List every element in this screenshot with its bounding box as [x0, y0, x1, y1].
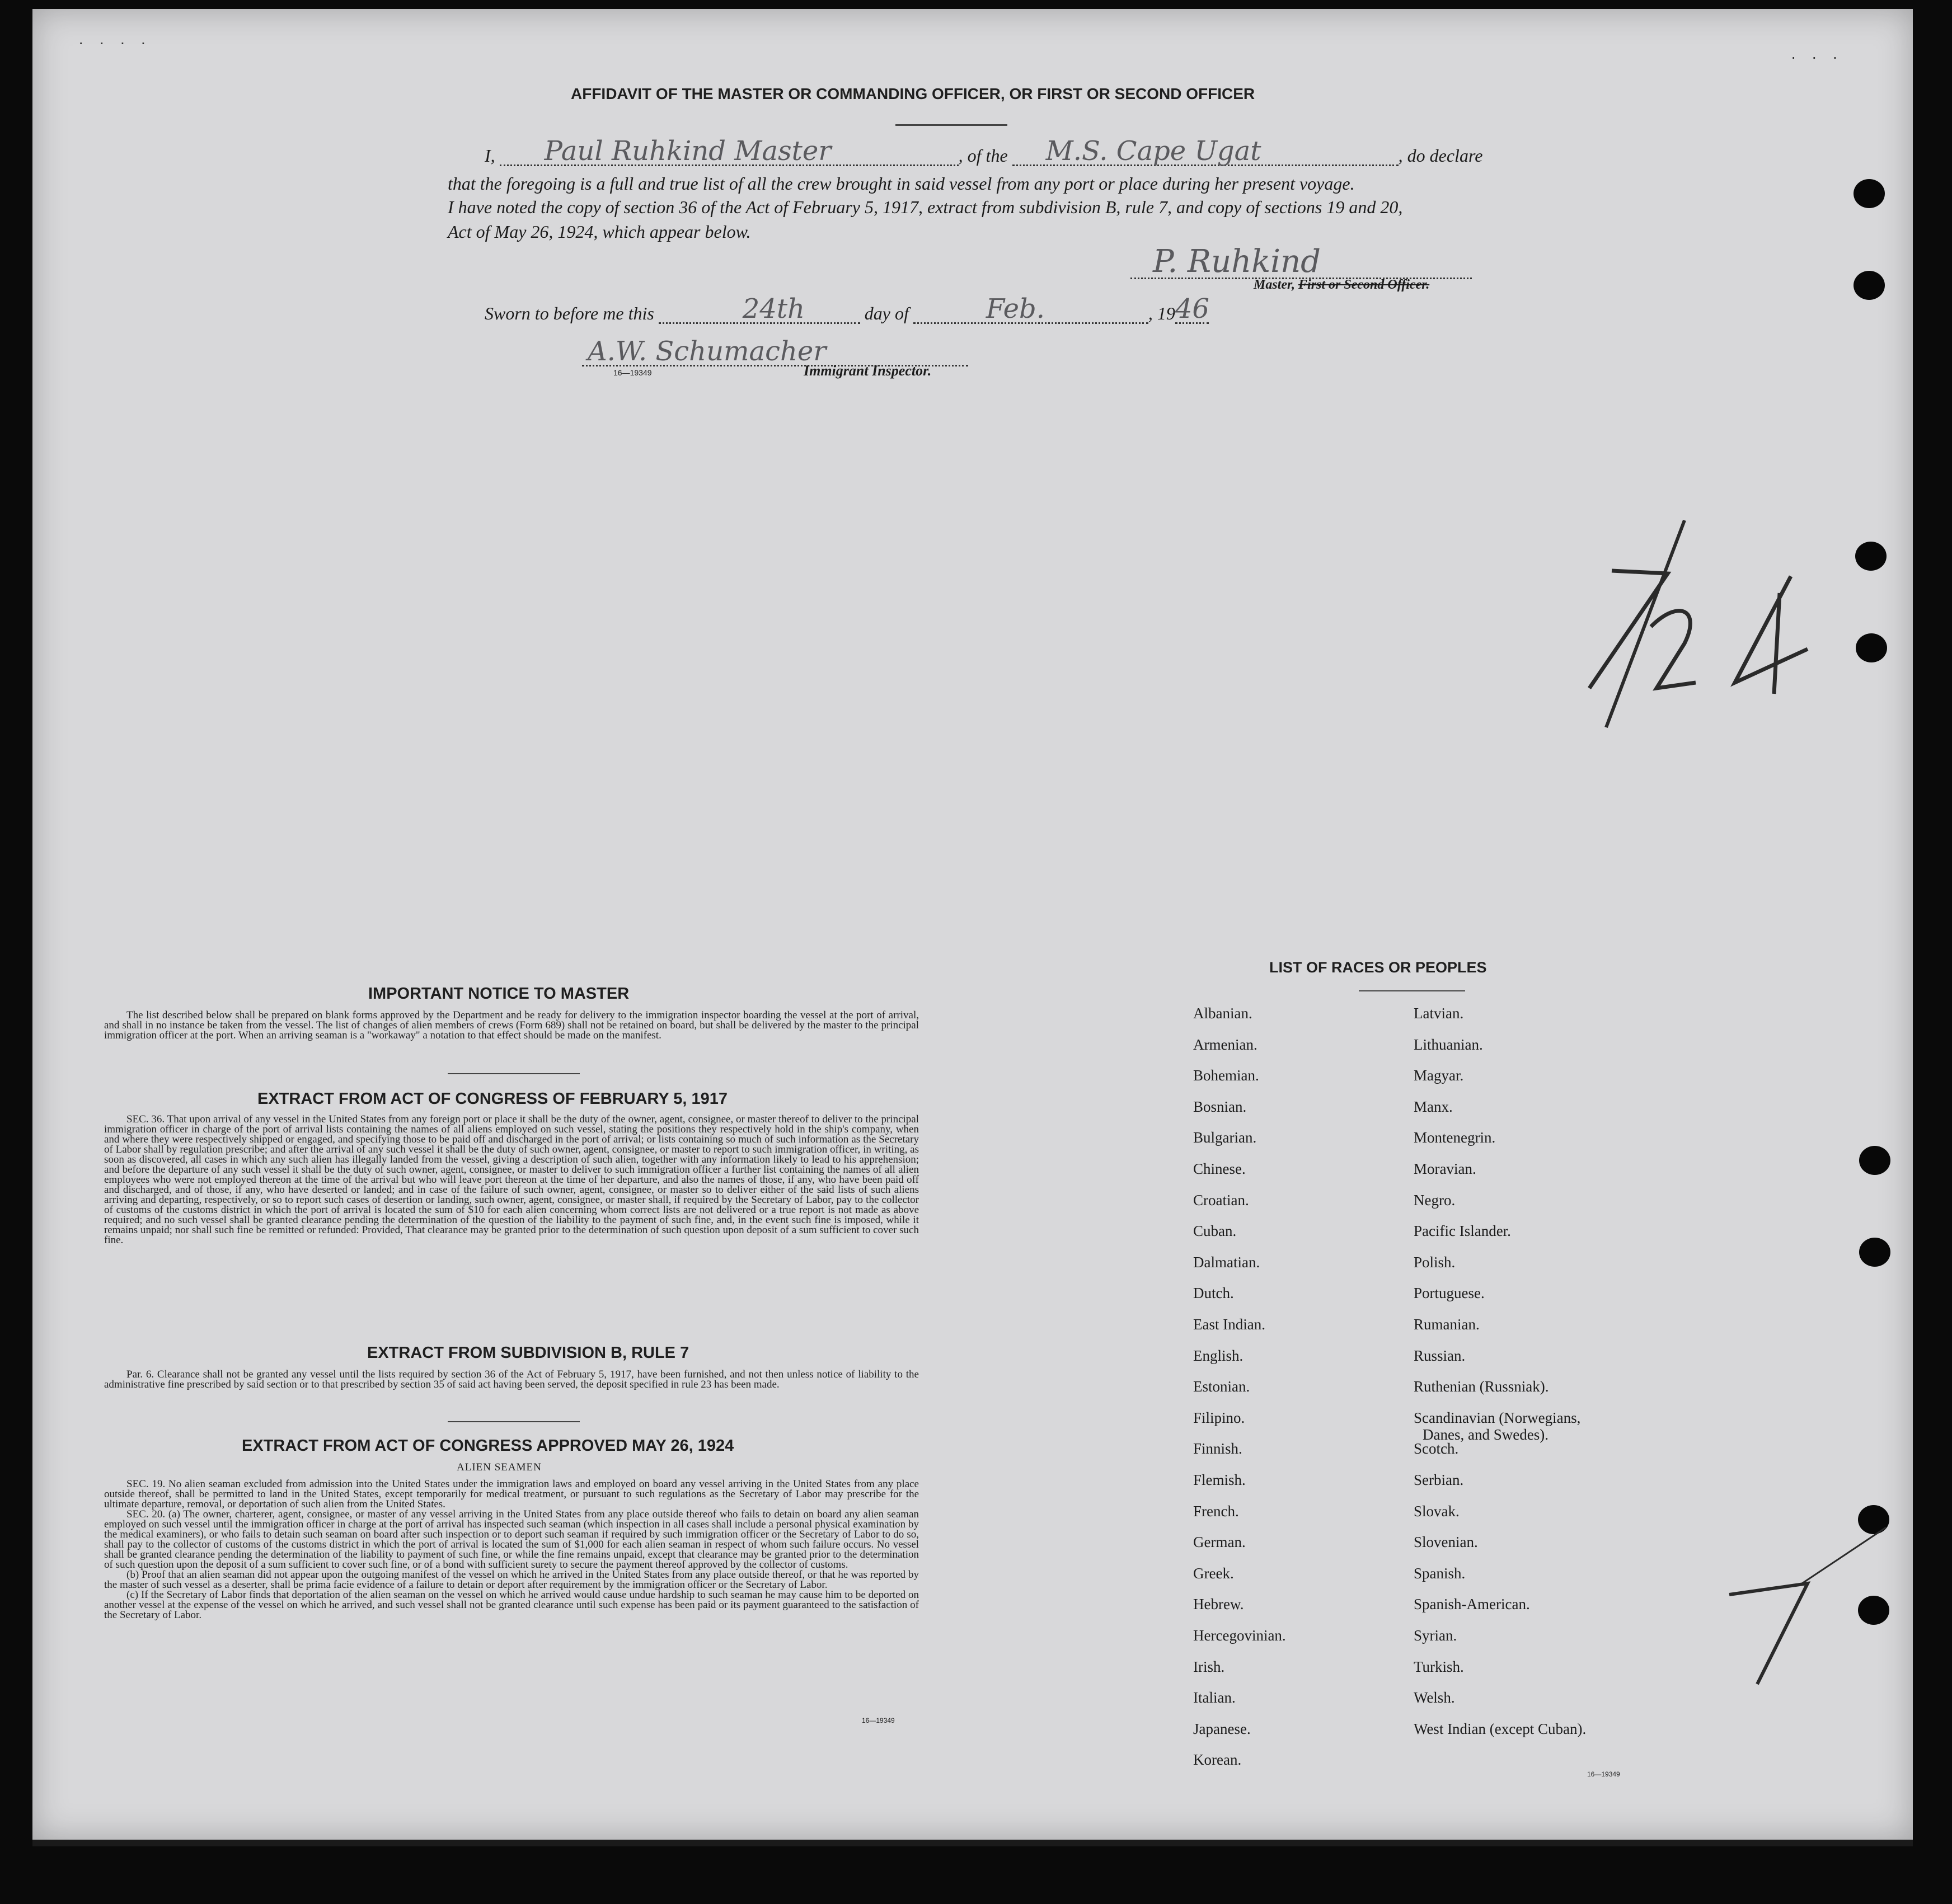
- race-item: Hercegovinian.: [1193, 1627, 1286, 1644]
- extract1-title: EXTRACT FROM ACT OF CONGRESS OF FEBRUARY 5, 1917: [257, 1090, 728, 1108]
- race-item: Welsh.: [1414, 1689, 1455, 1706]
- divider: [1359, 990, 1465, 991]
- race-item: Pacific Islander.: [1414, 1223, 1511, 1240]
- affidavit-title: AFFIDAVIT OF THE MASTER OR COMMANDING OFFICER, OR FIRST OR SECOND OFFICER: [571, 85, 1255, 102]
- race-item: Scotch.: [1414, 1440, 1459, 1458]
- year-prefix: , 19: [1148, 303, 1175, 323]
- extract3-title: EXTRACT FROM ACT OF CONGRESS APPROVED MAY 26, 1924: [242, 1437, 734, 1455]
- race-item: West Indian (except Cuban).: [1414, 1720, 1587, 1737]
- do-declare-label: , do declare: [1398, 145, 1483, 166]
- race-item: Cuban.: [1193, 1223, 1237, 1240]
- notice-title: IMPORTANT NOTICE TO MASTER: [368, 985, 630, 1003]
- sec20c-paragraph: (c) If the Secretary of Labor finds that deportation of the alien seaman on the vessel on which he arrived would cause undue hardship to such seaman he may cause him to be deported on another vessel at the expense of the vessel on which he arrived, and such vessel shall not be granted clearance until such expense has been paid or its payment guaranteed to the satisfaction of the Secretary of Labor.: [104, 1589, 919, 1621]
- sworn-day-field: [659, 293, 860, 325]
- master-signature: P. Ruhkind: [1153, 243, 1321, 280]
- divider: [448, 1421, 580, 1422]
- sec20b-paragraph: (b) Proof that an alien seaman did not appear upon the outgoing manifest of the vessel on which he arrived in the United States from any place outside thereof, or that he was reported by the master of such vessel as a deserter, shall be prima facie evidence of a failure to detain or deport after requirement by the immigration officer or the Secretary of Labor.: [104, 1569, 919, 1591]
- races-form-number: 16—19349: [1587, 1770, 1620, 1778]
- race-item: Flemish.: [1193, 1472, 1246, 1488]
- handwritten-date-mark: [1556, 515, 1869, 750]
- i-label: I,: [485, 145, 495, 166]
- inspector-caption: Immigrant Inspector.: [804, 363, 932, 379]
- extract3-body: [104, 1479, 919, 1620]
- race-item: Hebrew.: [1193, 1596, 1244, 1613]
- race-item: Latvian.: [1414, 1005, 1464, 1022]
- punch-hole: [1854, 179, 1885, 208]
- race-item: Albanian.: [1193, 1005, 1252, 1022]
- race-item: Finnish.: [1193, 1440, 1242, 1458]
- form-number: 16—19349: [613, 368, 652, 377]
- affidavit-line-4: Act of May 26, 1924, which appear below.: [448, 222, 751, 242]
- race-item: Slovenian.: [1414, 1534, 1478, 1551]
- year-field: [1175, 293, 1209, 325]
- of-the-label: , of the: [958, 145, 1008, 166]
- affidavit-line-1: [485, 135, 1483, 167]
- race-item: Armenian.: [1193, 1036, 1257, 1053]
- master-signature-field: [1130, 243, 1472, 280]
- sworn-month-field: [913, 293, 1148, 325]
- race-item: Polish.: [1414, 1253, 1456, 1271]
- sworn-month: Feb.: [986, 293, 1045, 325]
- race-item: Estonian.: [1193, 1378, 1250, 1395]
- race-item: Greek.: [1193, 1564, 1234, 1582]
- sworn-year: 46: [1175, 293, 1209, 325]
- race-item: Bohemian.: [1193, 1067, 1259, 1084]
- day-of-label: day of: [864, 303, 909, 323]
- corner-mark-left: · · · ·: [78, 34, 152, 51]
- race-item: Syrian.: [1414, 1627, 1457, 1644]
- race-item: English.: [1193, 1347, 1244, 1364]
- race-item: Negro.: [1414, 1191, 1456, 1209]
- par6-paragraph: Par. 6. Clearance shall not be granted any vessel until the lists required by section 36 of the Act of February 5, 1917, have been furnished, and not then unless notice of liability to the administrative fine prescribed by said section or to that prescribed by section 35 of said act having been served, the deposit specified in rule 23 has been made.: [104, 1369, 919, 1390]
- race-item: Dalmatian.: [1193, 1253, 1260, 1271]
- race-item: East Indian.: [1193, 1316, 1265, 1333]
- race-item: Spanish.: [1414, 1564, 1466, 1582]
- notice-body: [104, 1010, 919, 1041]
- vessel-name-field: [1012, 135, 1399, 167]
- race-item: Lithuanian.: [1414, 1036, 1483, 1053]
- race-item: Rumanian.: [1414, 1316, 1480, 1333]
- punch-hole: [1859, 1238, 1890, 1267]
- race-item: Turkish.: [1414, 1658, 1464, 1675]
- extract1-body: [104, 1115, 919, 1245]
- race-item: German.: [1193, 1534, 1246, 1551]
- race-item: Bosnian.: [1193, 1098, 1247, 1115]
- race-item: Moravian.: [1414, 1160, 1476, 1177]
- sec19-paragraph: SEC. 19. No alien seaman excluded from admission into the United States under the immigration laws and employed on board any vessel arriving in the United States from any place outside thereof, shall be permitted to land in the United States, except temporarily for medical treatment, or pursuant to such regulations as the Secretary of Labor may prescribe for the ultimate departure, removal, or deportation of such alien from the United States.: [104, 1478, 919, 1510]
- race-item: Croatian.: [1193, 1191, 1249, 1209]
- race-item: Italian.: [1193, 1689, 1236, 1706]
- notice-form-number: 16—19349: [862, 1717, 895, 1724]
- divider: [895, 124, 1007, 126]
- master-name: Paul Ruhkind Master: [544, 135, 832, 167]
- punch-hole: [1859, 1146, 1890, 1175]
- race-item: Scandinavian (Norwegians,: [1414, 1409, 1581, 1426]
- sec20a-paragraph: SEC. 20. (a) The owner, charterer, agent, consignee, or master of any vessel arriving in the United States from any place outside thereof who fails to detain on board any alien seaman employed on such vessel until the immigration officer in charge at the port of arrival has inspected such seaman (which inspection in all cases shall include a personal physical examination by the medical examiners), or who fails to detain such seaman on board after such inspection or to deport such seaman if required by such immigration officer or the Secretary of Labor to do so, shall pay to the collector of customs of the customs district in which the port of arrival is located the sum of $1,000 for each alien seaman in respect of whom such failure occurs. No vessel shall be granted clearance pending the determination of the liability to payment of such fine, or while the fine remains unpaid, except that clearance may be granted prior to the determination of such question upon the deposit of a sum sufficient to cover such fine, or of a bond with sufficient surety to secure the payment thereof approved by the collector of customs.: [104, 1508, 919, 1571]
- scan-border: [32, 1840, 1913, 1846]
- sworn-label: Sworn to before me this: [485, 303, 654, 323]
- race-item: Spanish-American.: [1414, 1596, 1530, 1613]
- inspector-signature: A.W. Schumacher: [588, 336, 827, 367]
- vessel-name: M.S. Cape Ugat: [1045, 135, 1261, 167]
- race-item: Ruthenian (Russniak).: [1414, 1378, 1549, 1395]
- extract2-title: EXTRACT FROM SUBDIVISION B, RULE 7: [367, 1344, 689, 1362]
- race-item: French.: [1193, 1502, 1239, 1520]
- race-item: Irish.: [1193, 1658, 1225, 1675]
- race-item: Slovak.: [1414, 1502, 1460, 1520]
- affidavit-line-3: I have noted the copy of section 36 of the Act of February 5, 1917, extract from subdivision B, rule 7, and copy of sections 19 and 20,: [448, 197, 1403, 217]
- race-item: Bulgarian.: [1193, 1129, 1257, 1146]
- sworn-line: [485, 293, 1209, 325]
- caption-struck-officer: First or Second Officer.: [1298, 278, 1430, 292]
- race-item: Danes, and Swedes).: [1423, 1426, 1549, 1443]
- race-item: Dutch.: [1193, 1285, 1234, 1302]
- handwritten-check-mark: [1724, 1522, 1892, 1690]
- race-item: Manx.: [1414, 1098, 1453, 1115]
- race-item: Portuguese.: [1414, 1285, 1485, 1302]
- race-item: Magyar.: [1414, 1067, 1464, 1084]
- extract3-subtitle: ALIEN SEAMEN: [457, 1461, 542, 1473]
- race-item: Serbian.: [1414, 1472, 1464, 1488]
- notice-paragraph: The list described below shall be prepared on blank forms approved by the Department and be ready for delivery to the immigration inspector boarding the vessel at the port of arrival, and shall in no instance be taken from the vessel. The list of changes of alien members of crews (Form 689) shall not be retained on board, but shall be delivered by the master to the principal immigration officer at the port. When an arriving seaman is a "workaway" a notation to that effect should be made on the manifest.: [104, 1009, 919, 1041]
- race-item: Russian.: [1414, 1347, 1466, 1364]
- signature-caption: [1254, 278, 1429, 293]
- punch-hole: [1854, 271, 1885, 300]
- handwritten-date-text: [0, 0, 1, 1]
- master-name-field: [500, 135, 959, 167]
- corner-mark-right: · · ·: [1791, 48, 1843, 65]
- races-title: LIST OF RACES OR PEOPLES: [1269, 959, 1487, 976]
- divider: [448, 1073, 580, 1074]
- sec36-paragraph: SEC. 36. That upon arrival of any vessel in the United States from any foreign port or place it shall be the duty of the owner, agent, consignee, or master thereof to deliver to the principal immigration officer in charge of the port of arrival lists containing the names of all aliens employed on such vessel, stating the positions they respectively hold in the ship's company, when and where they were respectively shipped or engaged, and specifying those to be paid off and discharged in the port of arrival; or lists containing so much of such information as the Secretary of Labor shall by regulation prescribe; and after the arrival of any such vessel it shall be the duty of such owner, agent, consignee, or master to report to such immigration officer, in writing, as soon as discovered, all cases in which any such alien has illegally landed from the vessel, giving a description of such alien, together with any information likely to lead to his apprehension; and before the departure of any such vessel it shall be the duty of such owner, agent, consignee, or master to deliver to such immigration officer a further list containing the names of all alien employees who were not employed thereon at the time of the arrival but who will leave port thereon at the time of her departure, and also the names of those, if any, who have been paid off and discharged, and of those, if any, who have deserted or landed; and in case of the failure of such owner, agent, consignee, or master so to deliver either of the said lists of such aliens arriving and departing, respectively, or so to report such cases of desertion or landing, such owner, agent, consignee, or master shall, if required by the Secretary of Labor, pay to the collector of customs of the customs district in which the port of arrival is located the sum of $10 for each alien concerning whom correct lists are not delivered or a true report is not made as above required; and no such vessel shall be granted clearance pending the determination of the question of the liability to the payment of such fine, and, in the event such fine is imposed, while it remains unpaid; nor shall such fine be remitted or refunded: Provided, That clearance may be granted prior to the determination of such question upon deposit of a sum sufficient to cover such fine.: [104, 1113, 919, 1246]
- race-item: Chinese.: [1193, 1160, 1246, 1177]
- race-item: Filipino.: [1193, 1409, 1245, 1426]
- race-item: Japanese.: [1193, 1720, 1251, 1737]
- race-item: Montenegrin.: [1414, 1129, 1496, 1146]
- race-item: Korean.: [1193, 1751, 1242, 1769]
- extract2-body: [104, 1370, 919, 1390]
- sworn-day: 24th: [742, 293, 805, 325]
- affidavit-line-2: that the foregoing is a full and true list of all the crew brought in said vessel from any port or place during her present voyage.: [448, 173, 1355, 194]
- caption-master: Master,: [1254, 278, 1296, 292]
